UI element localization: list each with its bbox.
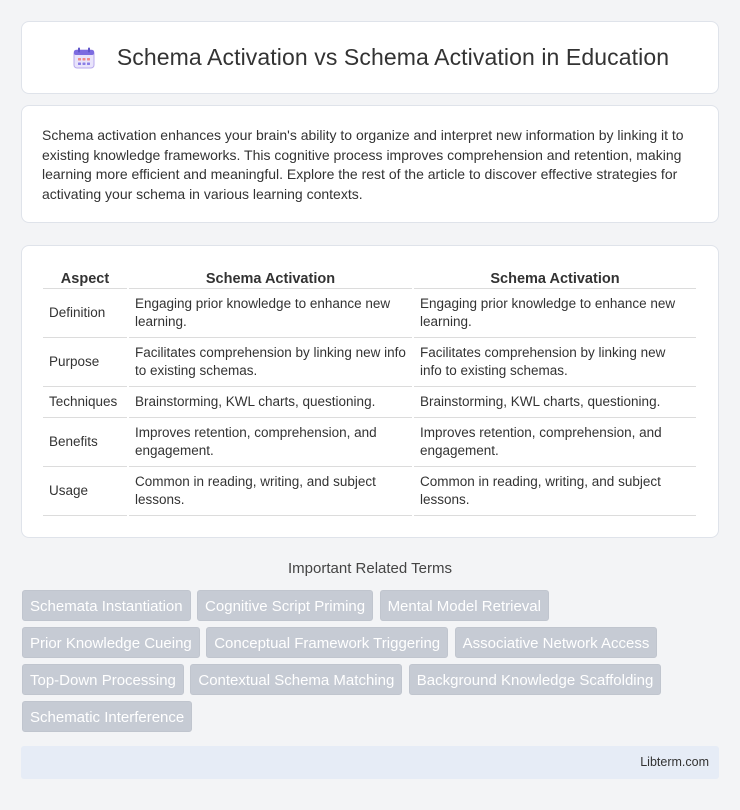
related-terms-list (22, 590, 722, 738)
table-row (43, 338, 696, 387)
related-term-tag[interactable]: Prior Knowledge Cueing (22, 627, 200, 658)
row-value-a: Brainstorming, KWL charts, questioning. (129, 387, 412, 418)
calendar-icon (71, 45, 97, 71)
row-value-b: Facilitates comprehension by linking new info to existing schemas. (414, 338, 696, 387)
comparison-card (21, 245, 719, 538)
row-aspect: Usage (43, 467, 127, 516)
header-col-a: Schema Activation (129, 266, 412, 289)
row-value-b: Engaging prior knowledge to enhance new learning. (414, 289, 696, 338)
table-row (43, 387, 696, 418)
header-col-b: Schema Activation (414, 266, 696, 289)
table-row (43, 289, 696, 338)
row-value-b: Improves retention, comprehension, and engagement. (414, 418, 696, 467)
related-term-tag[interactable]: Top-Down Processing (22, 664, 184, 695)
footer-site-link[interactable]: Libterm.com (640, 755, 709, 769)
related-term-tag[interactable]: Conceptual Framework Triggering (206, 627, 448, 658)
page-title: Schema Activation vs Schema Activation in Education (116, 44, 670, 70)
related-term-tag[interactable]: Background Knowledge Scaffolding (409, 664, 662, 695)
related-term-tag[interactable]: Mental Model Retrieval (380, 590, 549, 621)
header-card (21, 21, 719, 94)
row-aspect: Purpose (43, 338, 127, 387)
row-value-b: Common in reading, writing, and subject lessons. (414, 467, 696, 516)
row-value-a: Facilitates comprehension by linking new info to existing schemas. (129, 338, 412, 387)
comparison-table (41, 266, 698, 516)
table-row (43, 418, 696, 467)
footer (21, 746, 719, 779)
row-aspect: Techniques (43, 387, 127, 418)
header-aspect: Aspect (43, 266, 127, 289)
related-term-tag[interactable]: Associative Network Access (455, 627, 658, 658)
row-value-a: Engaging prior knowledge to enhance new learning. (129, 289, 412, 338)
related-term-tag[interactable]: Schemata Instantiation (22, 590, 191, 621)
related-term-tag[interactable]: Schematic Interference (22, 701, 192, 732)
row-value-a: Improves retention, comprehension, and engagement. (129, 418, 412, 467)
table-row (43, 467, 696, 516)
related-term-tag[interactable]: Cognitive Script Priming (197, 590, 373, 621)
row-value-b: Brainstorming, KWL charts, questioning. (414, 387, 696, 418)
related-terms-heading: Important Related Terms (288, 560, 452, 577)
row-value-a: Common in reading, writing, and subject lessons. (129, 467, 412, 516)
row-aspect: Benefits (43, 418, 127, 467)
intro-card (21, 105, 719, 223)
intro-text: Schema activation enhances your brain's ability to organize and interpret new information by linking it to existing knowledge frameworks. This cognitive process improves comprehension and retention, making learning more efficient and meaningful. Explore the rest of the article to discover effective strategies for activating your schema in various learning contexts. (42, 127, 684, 202)
related-term-tag[interactable]: Contextual Schema Matching (190, 664, 402, 695)
row-aspect: Definition (43, 289, 127, 338)
